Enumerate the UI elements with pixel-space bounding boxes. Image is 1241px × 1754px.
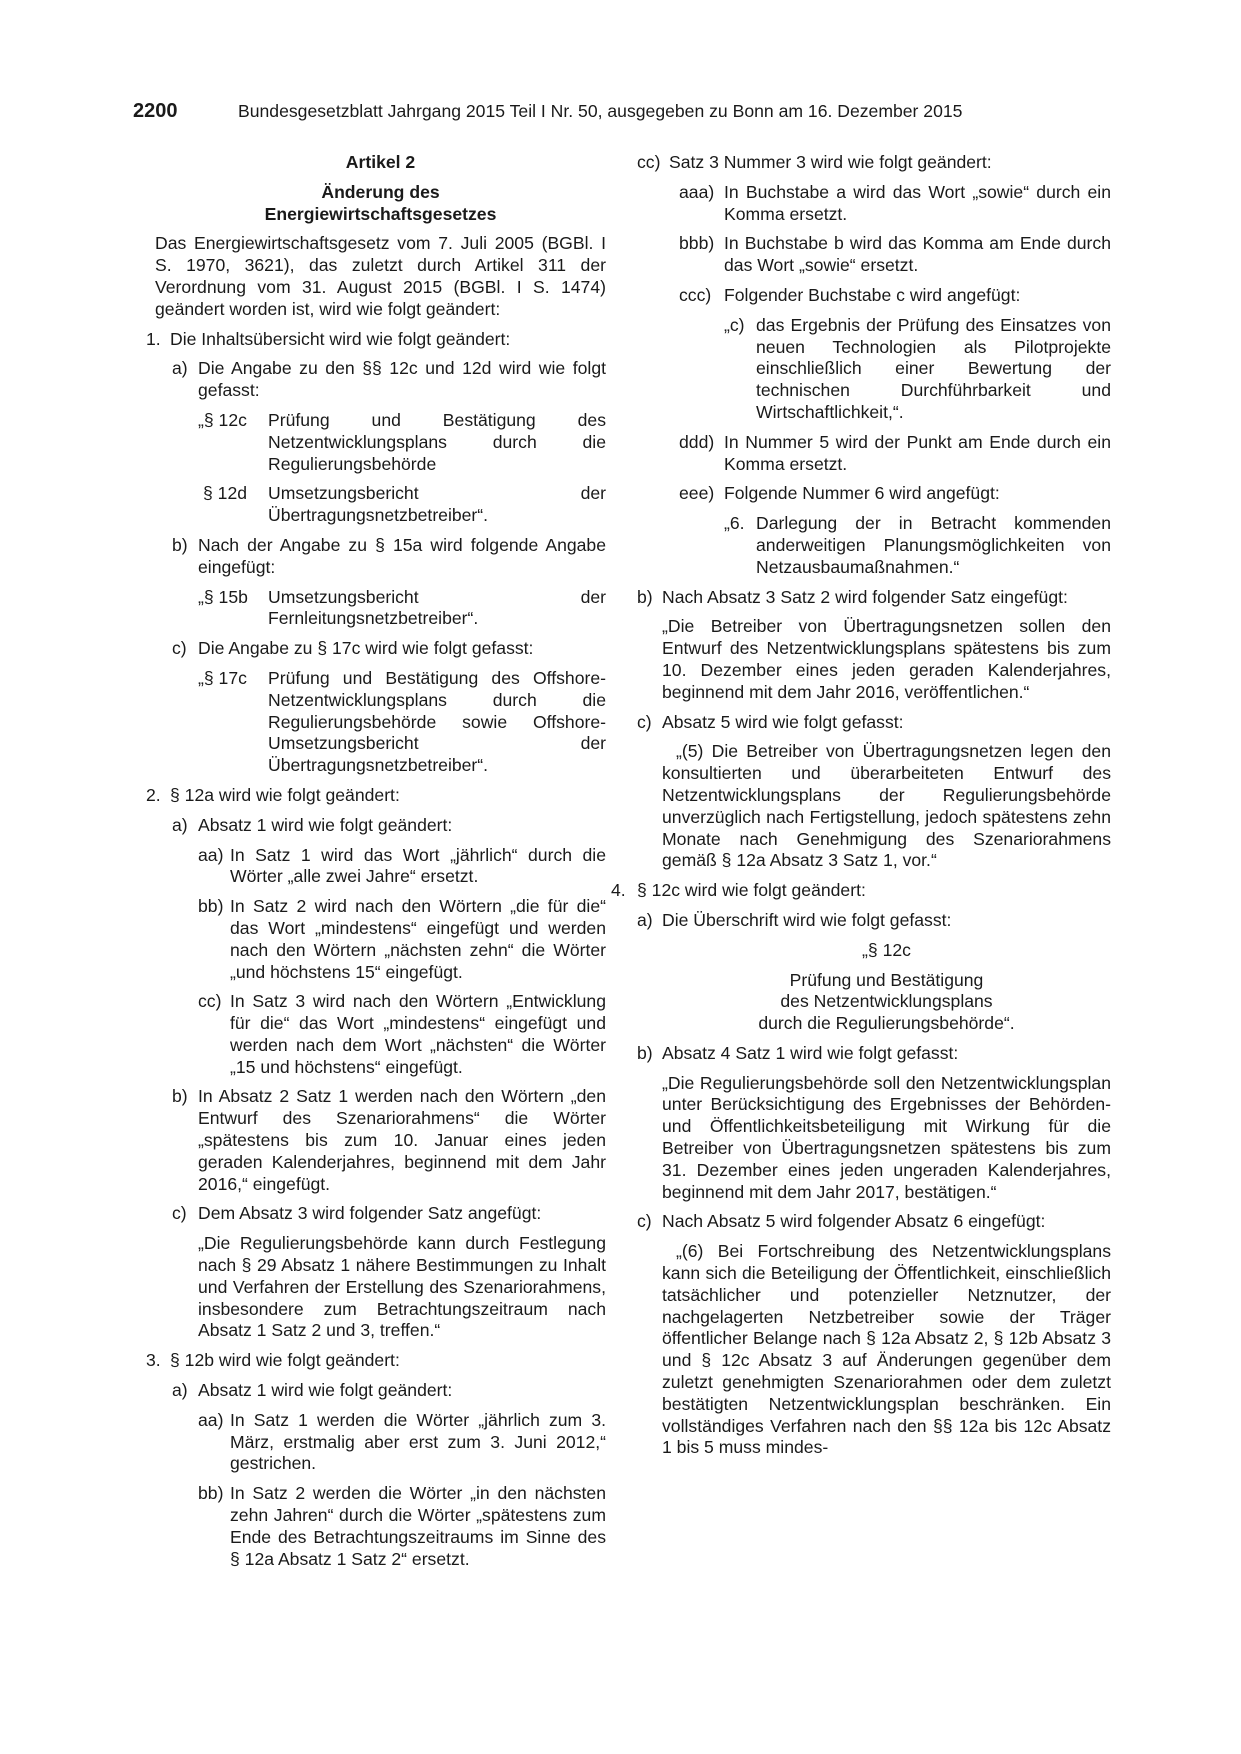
quote-12c-abs4: „Die Regulierungsbehörde soll den Netzentwicklungsplan unter Berücksichtigung des Ergebnisses der Behörden- und Öffentlichkeitsbeteiligung mit Wirkung für die Betreiber von Übertragungsnetzen spätestens bis zum 31. Dezember eines jeden ungeraden Kalenderjahres, beginnend mit dem Jahr 2017, bestätigen.“ [662,1072,1111,1202]
new-heading-12c: „§ 12c [862,939,911,960]
list-item-2a-aa: aa) In Satz 1 wird das Wort „jährlich“ durch die Wörter „alle zwei Jahre“ ersetzt. [198,844,606,887]
quote-12a-abs3: „Die Regulierungsbehörde kann durch Festlegung nach § 29 Absatz 1 nähere Bestimmungen zu Inhalt und Verfahren der Erstellung des Szenariorahmens, insbesondere zum Betrachtungszeitraum nach Absatz 1 Satz 2 und 3, treffen.“ [198,1233,606,1341]
list-item-4c: c) Nach Absatz 5 wird folgender Absatz 6 eingefügt: [637,1211,1046,1232]
quote-12b-abs3: „Die Betreiber von Übertragungsnetzen sollen den Entwurf des Netzentwicklungsplans spätestens bis zum 10. Dezember eines jeden geraden Kalenderjahres, beginnend mit dem Jahr 2016, veröffentlichen.“ [662,616,1111,702]
quote-12c-abs6: „(6) Bei Fortschreibung des Netzentwicklungsplans kann sich die Beteiligung der Öffentlichkeit, einschließlich tatsächlicher und potenzieller Netznutzer, der nachgelagerten Netzbetreiber sowie der Träger öffentlicher Belange nach § 12a Absatz 2, § 12b Absatz 3 und § 12c Absatz 3 auf Änderungen gegenüber dem zuletzt genehmigten Szenariorahmen oder dem zuletzt bestätigten Netzentwicklungsplan beschränken. Ein vollständiges Verfahren nach den §§ 12a bis 12c Absatz 1 bis 5 muss mindes- [662,1241,1111,1458]
new-heading-line2: Prüfung und Bestätigung [789,969,984,990]
page-header [133,101,1113,123]
list-item-1a: a) Die Angabe zu den §§ 12c und 12d wird wie folgt gefasst: [172,358,606,401]
list-item-4b: b) Absatz 4 Satz 1 wird wie folgt gefasst: [637,1042,959,1063]
list-item-1: 1. Die Inhaltsübersicht wird wie folgt geändert: [146,328,511,349]
list-item-3a-aa: aa) In Satz 1 werden die Wörter „jährlich zum 3. März, erstmalig aber erst zum 3. Juni 2012,“ gestrichen. [198,1409,606,1474]
article-heading: Artikel 2 [345,152,416,172]
article-title-line2: Energiewirtschaftsgesetzes [264,203,497,224]
list-item-cc-aaa: aaa) In Buchstabe a wird das Wort „sowie“ durch ein Komma ersetzt. [679,181,1111,224]
list-item-4: 4. § 12c wird wie folgt geändert: [611,880,866,901]
quote-15b: „§ 15b Umsetzungsbericht der Fernleitungsnetzbetreiber“. [198,586,606,629]
page-number: 2200 [133,100,178,122]
list-item-2a-bb: bb) In Satz 2 wird nach den Wörtern „die für die“ das Wort „mindestens“ eingefügt und werden nach den Wörtern „nächsten zehn“ die Wörter „und höchstens 15“ eingefügt. [198,896,606,982]
intro-paragraph: Das Energiewirtschaftsgesetz vom 7. Juli 2005 (BGBl. I S. 1970, 3621), das zuletzt durch Artikel 311 der Verordnung vom 31. August 2015 (BGBl. I S. 1474) geändert worden ist, wird wie folgt geändert: [155,233,606,319]
list-item-1b: b) Nach der Angabe zu § 15a wird folgende Angabe eingefügt: [172,534,606,577]
new-heading-line3: des Netzentwicklungsplans [780,991,993,1012]
list-item-3a: a) Absatz 1 wird wie folgt geändert: [172,1380,453,1401]
list-item-1c: c) Die Angabe zu § 17c wird wie folgt gefasst: [172,638,534,659]
right-column [611,152,1111,1459]
list-item-3a-cc: cc) Satz 3 Nummer 3 wird wie folgt geändert: [637,152,992,172]
quote-nummer-6: „6. Darlegung der in Betracht kommenden anderweitigen Planungsmöglichkeiten von Netzausbaumaßnahmen.“ [724,513,1111,577]
list-item-cc-ddd: ddd) In Nummer 5 wird der Punkt am Ende durch ein Komma ersetzt. [679,431,1111,474]
list-item-2a-cc: cc) In Satz 3 wird nach den Wörtern „Entwicklung für die“ das Wort „mindestens“ eingefügt und werden nach dem Wort „nächsten“ die Wörter „15 und höchstens“ eingefügt. [198,991,606,1077]
list-item-3b: b) Nach Absatz 3 Satz 2 wird folgender Satz eingefügt: [637,586,1068,607]
quote-17c: „§ 17c Prüfung und Bestätigung des Offshore-Netzentwicklungsplans durch die Regulierungsbehörde sowie Offshore-Umsetzungsbericht der Übertragungsnetzbetreiber“. [198,667,606,776]
quote-buchstabe-c: „c) das Ergebnis der Prüfung des Einsatzes von neuen Technologien als Pilotprojekte einschließlich einer Bewertung der technischen Durchführbarkeit und Wirtschaftlichkeit,“. [724,314,1111,422]
list-item-cc-eee: eee) Folgende Nummer 6 wird angefügt: [679,483,1000,504]
list-item-3a-bb: bb) In Satz 2 werden die Wörter „in den nächsten zehn Jahren“ durch die Wörter „spätestens zum Ende des Betrachtungszeitraums im Sinne des § 12a Absatz 1 Satz 2“ ersetzt. [198,1483,606,1569]
list-item-cc-bbb: bbb) In Buchstabe b wird das Komma am Ende durch das Wort „sowie“ ersetzt. [679,233,1111,276]
new-heading-line4: durch die Regulierungsbehörde“. [758,1013,1015,1034]
left-column [146,152,606,1570]
running-header: Bundesgesetzblatt Jahrgang 2015 Teil I Nr. 50, ausgegeben zu Bonn am 16. Dezember 2015 [238,101,963,121]
article-title-line1: Änderung des [321,181,440,202]
quote-12c: „§ 12c Prüfung und Bestätigung des Netzentwicklungsplans durch die Regulierungsbehörde [198,409,606,474]
quote-12b-abs5: „(5) Die Betreiber von Übertragungsnetzen legen den konsultierten und überarbeiteten Entwurf des Netzentwicklungsplans der Regulierungsbehörde unverzüglich nach Fertigstellung, jedoch spätestens zehn Monate nach Genehmigung des Szenariorahmens gemäß § 12a Absatz 3 Satz 1, vor.“ [662,741,1111,871]
list-item-cc-ccc: ccc) Folgender Buchstabe c wird angefügt: [679,284,1021,305]
quote-12d: § 12d Umsetzungsbericht der Übertragungsnetzbetreiber“. [203,483,606,526]
list-item-2: 2. § 12a wird wie folgt geändert: [146,784,400,805]
list-item-2b: b) In Absatz 2 Satz 1 werden nach den Wörtern „den Entwurf des Szenariorahmens“ die Wörter „spätestens bis zum 10. Januar eines jeden geraden Kalenderjahres, beginnend mit dem Jahr 2016,“ eingefügt. [172,1086,606,1194]
list-item-3c: c) Absatz 5 wird wie folgt gefasst: [637,711,904,732]
list-item-2a: a) Absatz 1 wird wie folgt geändert: [172,814,453,835]
list-item-3: 3. § 12b wird wie folgt geändert: [146,1350,400,1371]
list-item-4a: a) Die Überschrift wird wie folgt gefasst: [637,909,952,930]
list-item-2c: c) Dem Absatz 3 wird folgender Satz angefügt: [172,1203,542,1224]
